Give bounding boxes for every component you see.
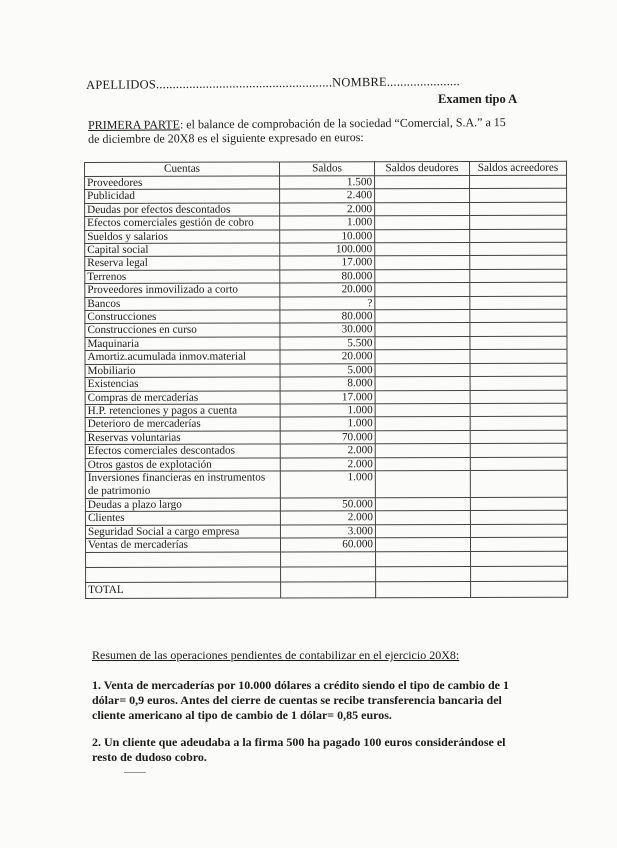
- cell-acreedor[interactable]: [470, 443, 567, 457]
- header-cuentas: Cuentas: [85, 162, 280, 177]
- cell-acreedor[interactable]: [470, 242, 567, 256]
- cell-saldo: 8.000: [280, 377, 375, 391]
- cell-deudor[interactable]: [375, 283, 470, 297]
- balance-table: [84, 161, 568, 599]
- cell-cuenta: Mobiliario: [85, 364, 280, 378]
- part-label: PRIMERA PARTE: [88, 117, 180, 132]
- stray-mark: [124, 772, 146, 773]
- cell-acreedor[interactable]: [470, 537, 567, 551]
- table-row: [85, 457, 567, 472]
- cell-cuenta: [86, 567, 281, 583]
- cell-deudor[interactable]: [375, 175, 470, 189]
- cell-saldo: 1.000: [280, 404, 375, 418]
- cell-cuenta: Seguridad Social a cargo empresa: [85, 525, 280, 539]
- table-row: [85, 202, 567, 217]
- cell-acreedor[interactable]: [470, 175, 567, 189]
- total-label: TOTAL: [86, 582, 281, 599]
- cell-cuenta: Deudas por efectos descontados: [85, 203, 280, 217]
- cell-deudor[interactable]: [375, 524, 470, 538]
- cell-cuenta: Deudas a plazo largo: [85, 498, 280, 512]
- table-row: [85, 336, 567, 351]
- cell-cuenta: Efectos comerciales gestión de cobro: [85, 216, 280, 230]
- cell-saldo: 1.500: [280, 176, 375, 190]
- table-row: [85, 511, 567, 526]
- cell-cuenta: Existencias: [85, 377, 280, 391]
- intro-text-line1: : el balance de comprobación de la sociedad “Comercial, S.A.” a 15: [179, 115, 506, 132]
- cell-saldo: 2.400: [280, 189, 375, 203]
- cell-deudor[interactable]: [375, 243, 470, 257]
- cell-cuenta: Proveedores: [85, 176, 280, 190]
- cell-acreedor[interactable]: [470, 417, 567, 431]
- cell-deudor[interactable]: [375, 323, 470, 337]
- cell-acreedor[interactable]: [470, 323, 567, 337]
- cell-saldo: 70.000: [280, 430, 375, 444]
- cell-acreedor[interactable]: [470, 430, 567, 444]
- table-row: [85, 309, 567, 324]
- cell-deudor[interactable]: [375, 363, 470, 377]
- cell-saldo: 2.000: [280, 444, 375, 458]
- cell-deudor[interactable]: [375, 457, 470, 471]
- cell-deudor[interactable]: [375, 269, 470, 283]
- intro-paragraph: [88, 115, 548, 146]
- cell-deudor[interactable]: [375, 470, 470, 497]
- table-row: [85, 282, 567, 297]
- table-row: [85, 497, 567, 512]
- cell-acreedor[interactable]: [470, 497, 567, 511]
- table-row: [85, 256, 567, 271]
- cell-cuenta: Reservas voluntarias: [85, 431, 280, 445]
- cell-saldo: 2.000: [280, 457, 375, 471]
- table-row: [85, 175, 567, 190]
- cell-acreedor[interactable]: [470, 350, 567, 364]
- cell-saldo: 10.000: [280, 229, 375, 243]
- cell-cuenta: Construcciones: [85, 310, 280, 324]
- cell-acreedor[interactable]: [470, 282, 567, 296]
- exam-type-label: Examen tipo A: [438, 92, 518, 106]
- cell-cuenta: Clientes: [85, 511, 280, 525]
- cell-cuenta: Construcciones en curso: [85, 323, 280, 337]
- cell-acreedor[interactable]: [470, 229, 567, 243]
- cell-saldo: 20.000: [280, 283, 375, 297]
- cell-acreedor[interactable]: [470, 511, 567, 525]
- header-saldos-acreedores: Saldos acreedores: [470, 161, 567, 175]
- cell-deudor[interactable]: [375, 336, 470, 350]
- table-row: [85, 350, 567, 365]
- operation-1: 1. Venta de mercaderías por 10.000 dólares a crédito siendo el tipo de cambio de 1 dólar= 0,9 euros. Antes del cierre de cuentas se recibe transferencia bancaria del cliente americano al tipo de cambio de 1 dólar= 0,85 euros.: [92, 678, 509, 722]
- cell-saldo: ?: [280, 296, 375, 310]
- cell-cuenta: Ventas de mercaderías: [85, 538, 280, 552]
- cell-acreedor[interactable]: [470, 256, 567, 270]
- cell-cuenta: Sueldos y salarios: [85, 230, 280, 244]
- cell-deudor[interactable]: [375, 377, 470, 391]
- table-header-row: [85, 161, 567, 176]
- cell-acreedor[interactable]: [470, 363, 567, 377]
- cell-saldo: [281, 551, 376, 566]
- cell-saldo: 80.000: [280, 270, 375, 284]
- cell-saldo: 5.000: [280, 363, 375, 377]
- table-row: [85, 296, 567, 311]
- operation-2: 2. Un cliente que adeudaba a la firma 500 ha pagado 100 euros considerándose el resto de dudoso cobro.: [92, 735, 506, 764]
- cell-cuenta: Otros gastos de explotación: [85, 458, 280, 472]
- header-saldos: Saldos: [280, 162, 375, 176]
- cell-saldo: 5.500: [280, 337, 375, 351]
- cell-deudor[interactable]: [375, 403, 470, 417]
- table-row: [85, 323, 567, 338]
- table-row: [85, 269, 567, 284]
- table-row: [85, 537, 567, 552]
- cell-acreedor[interactable]: [471, 566, 568, 581]
- cell-deudor[interactable]: [375, 511, 470, 525]
- cell-acreedor[interactable]: [470, 189, 567, 203]
- cell-saldo: [281, 566, 376, 581]
- table-row: [85, 229, 567, 244]
- total-deudor[interactable]: [376, 581, 471, 597]
- total-acreedor[interactable]: [471, 581, 568, 597]
- cell-cuenta: Inversiones financieras en instrumentos de patrimonio: [85, 471, 280, 499]
- cell-saldo: 60.000: [280, 538, 375, 552]
- table-row: [85, 403, 567, 418]
- cell-deudor[interactable]: [375, 538, 470, 552]
- cell-acreedor[interactable]: [470, 336, 567, 350]
- table-row: [85, 363, 567, 378]
- cell-cuenta: Reserva legal: [85, 256, 280, 270]
- cell-acreedor[interactable]: [470, 296, 567, 310]
- cell-acreedor[interactable]: [470, 457, 567, 471]
- table-row: [85, 215, 567, 230]
- cell-cuenta: Deterioro de mercaderías: [85, 417, 280, 431]
- cell-deudor[interactable]: [375, 350, 470, 364]
- cell-deudor[interactable]: [375, 444, 470, 458]
- table-row: [85, 430, 567, 445]
- table-row-blank: [86, 551, 568, 567]
- table-row-total: [86, 581, 568, 598]
- cell-deudor[interactable]: [376, 551, 471, 566]
- cell-cuenta: Capital social: [85, 243, 280, 257]
- cell-deudor[interactable]: [375, 296, 470, 310]
- cell-acreedor[interactable]: [470, 215, 567, 229]
- cell-cuenta: Publicidad: [85, 189, 280, 203]
- cell-acreedor[interactable]: [471, 551, 568, 566]
- cell-cuenta: Bancos: [85, 297, 280, 311]
- cell-saldo: 17.000: [280, 390, 375, 404]
- cell-acreedor[interactable]: [470, 309, 567, 323]
- cell-cuenta: [86, 552, 281, 568]
- table-row: [85, 417, 567, 432]
- table-row: [85, 376, 567, 391]
- cell-deudor[interactable]: [375, 417, 470, 431]
- table-row: [85, 470, 567, 498]
- cell-acreedor[interactable]: [470, 376, 567, 390]
- cell-cuenta: Compras de mercaderías: [85, 390, 280, 404]
- cell-cuenta: Terrenos: [85, 270, 280, 284]
- cell-acreedor[interactable]: [470, 390, 567, 404]
- cell-deudor[interactable]: [375, 256, 470, 270]
- intro-text-line2: de diciembre de 20X8 es el siguiente expresado en euros:: [88, 130, 364, 146]
- cell-deudor[interactable]: [375, 189, 470, 203]
- cell-deudor[interactable]: [375, 202, 470, 216]
- cell-cuenta: Maquinaria: [85, 337, 280, 351]
- table-row: [85, 242, 567, 257]
- cell-cuenta: Efectos comerciales descontados: [85, 444, 280, 458]
- table-row: [85, 443, 567, 458]
- cell-deudor[interactable]: [375, 229, 470, 243]
- cell-acreedor[interactable]: [470, 524, 567, 538]
- cell-deudor[interactable]: [376, 566, 471, 581]
- cell-acreedor[interactable]: [470, 202, 567, 216]
- cell-saldo: 17.000: [280, 256, 375, 270]
- cell-deudor[interactable]: [375, 390, 470, 404]
- cell-cuenta: H.P. retenciones y pagos a cuenta: [85, 404, 280, 418]
- table-row: [85, 189, 567, 204]
- cell-deudor[interactable]: [375, 310, 470, 324]
- cell-saldo: 80.000: [280, 310, 375, 324]
- cell-deudor[interactable]: [375, 430, 470, 444]
- table-row-blank: [86, 566, 568, 582]
- cell-acreedor[interactable]: [470, 403, 567, 417]
- cell-saldo: 2.000: [280, 511, 375, 525]
- cell-saldo: 1.000: [280, 216, 375, 230]
- cell-cuenta: Amortiz.acumulada inmov.material: [85, 350, 280, 364]
- header-saldos-deudores: Saldos deudores: [375, 161, 470, 175]
- table-row: [85, 390, 567, 405]
- cell-saldo: 3.000: [280, 524, 375, 538]
- cell-saldo: 50.000: [280, 498, 375, 512]
- table-row: [85, 524, 567, 539]
- cell-acreedor[interactable]: [470, 470, 567, 497]
- cell-saldo: 20.000: [280, 350, 375, 364]
- cell-saldo: 2.000: [280, 203, 375, 217]
- summary-title: Resumen de las operaciones pendientes de contabilizar en el ejercicio 20X8:: [92, 648, 460, 662]
- cell-saldo: 1.000: [280, 417, 375, 431]
- cell-cuenta: Proveedores inmovilizado a corto: [85, 283, 280, 297]
- cell-deudor[interactable]: [375, 497, 470, 511]
- cell-saldo: 1.000: [280, 471, 375, 498]
- cell-acreedor[interactable]: [470, 269, 567, 283]
- cell-saldo: 30.000: [280, 323, 375, 337]
- cell-saldo: 100.000: [280, 243, 375, 257]
- name-fields-line: APELLIDOS.....................................................NOMBRE......................: [86, 74, 461, 92]
- total-saldo[interactable]: [281, 581, 376, 597]
- cell-deudor[interactable]: [375, 216, 470, 230]
